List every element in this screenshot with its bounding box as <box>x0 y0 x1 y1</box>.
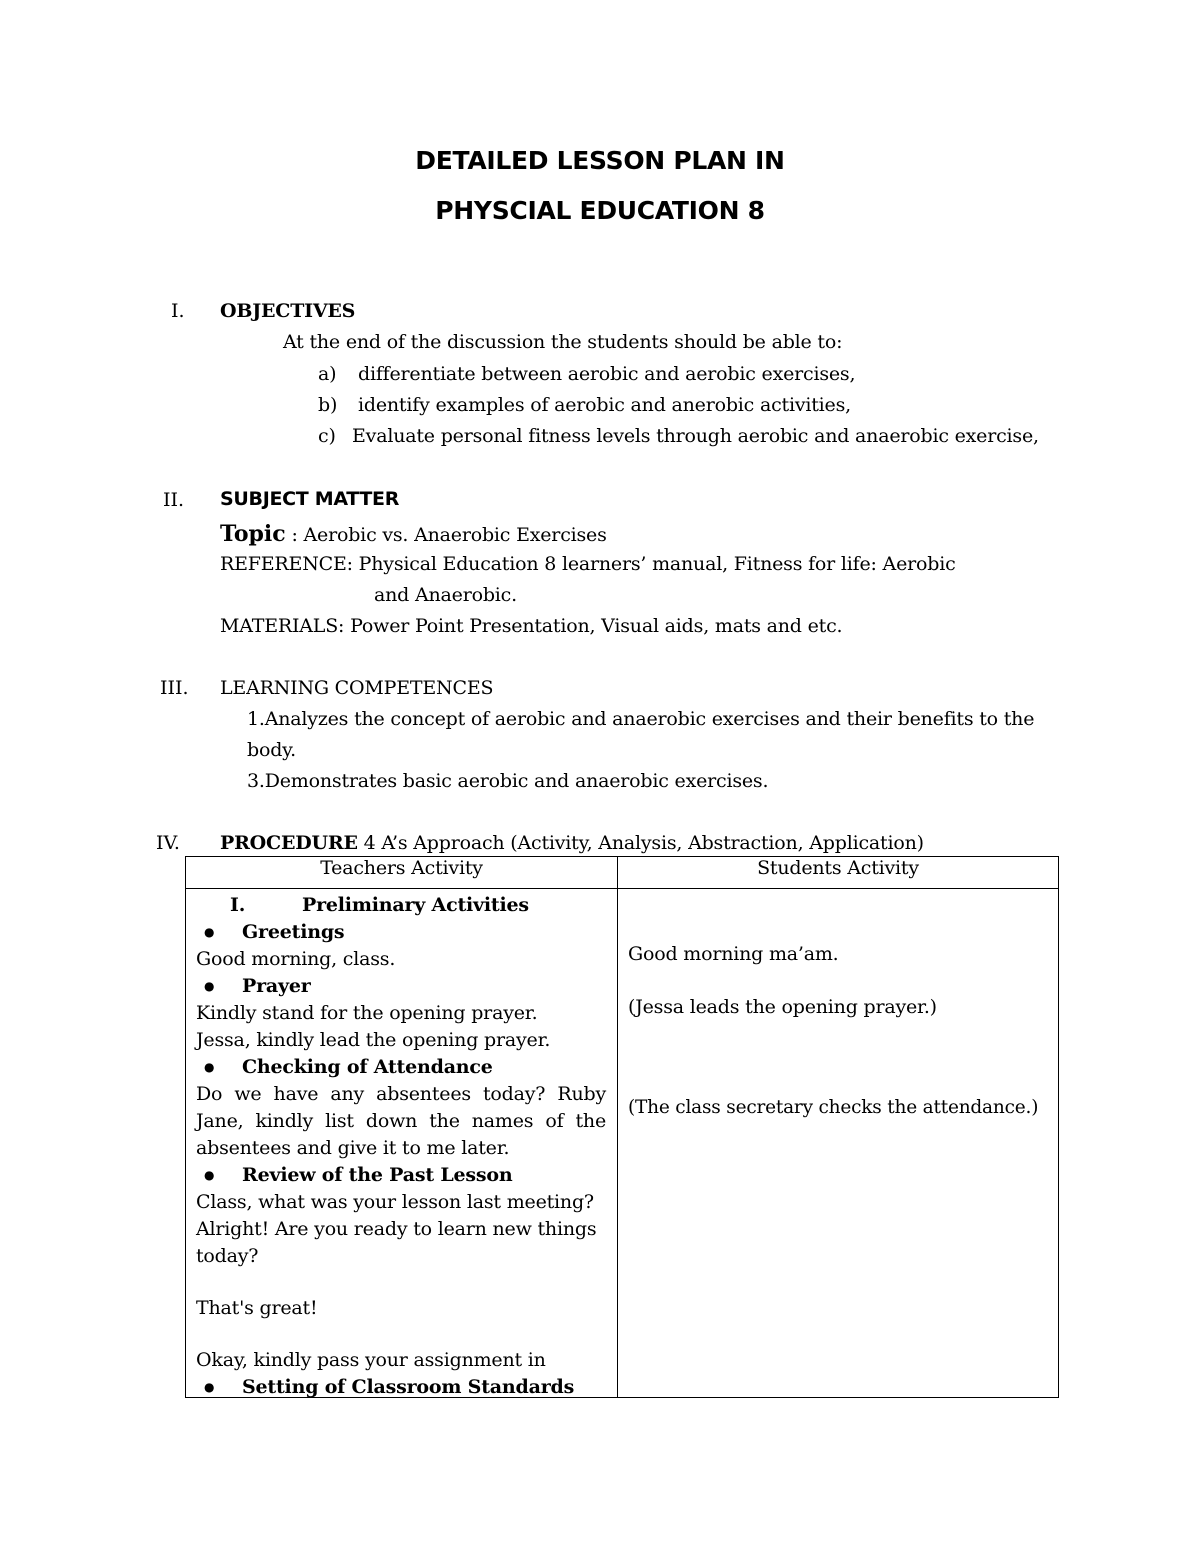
attendance-text-1: Do we have any absentees today? Ruby <box>196 1083 606 1105</box>
materials-label: MATERIALS: <box>220 615 345 637</box>
topic-value: : Aerobic vs. Anaerobic Exercises <box>285 524 607 546</box>
prayer-heading: Prayer <box>242 975 311 997</box>
document-title-line1: DETAILED LESSON PLAN IN <box>415 146 785 175</box>
reference-value: Physical Education 8 learners’ manual, Fitness for life: Aerobic <box>352 553 956 575</box>
greetings-heading: Greetings <box>242 921 345 943</box>
attendance-text-3: absentees and give it to me later. <box>196 1137 510 1159</box>
review-heading: Review of the Past Lesson <box>242 1164 513 1186</box>
procedure-numeral: IV. <box>156 832 180 854</box>
objectives-heading: OBJECTIVES <box>220 300 356 322</box>
preliminary-activities-title: Preliminary Activities <box>302 894 529 916</box>
reference-label: REFERENCE: <box>220 553 353 575</box>
objectives-numeral: I. <box>171 300 185 322</box>
bullet-icon: ● <box>204 1380 215 1394</box>
procedure-subtitle: 4 A’s Approach (Activity, Analysis, Abstraction, Application) <box>357 832 924 854</box>
great-text: That's great! <box>196 1297 318 1319</box>
document-title-line2: PHYSCIAL EDUCATION 8 <box>435 196 765 225</box>
objective-item-c: Evaluate personal fitness levels through aerobic and anaerobic exercise, <box>352 425 1039 447</box>
column-header-teachers-activity: Teachers Activity <box>186 857 618 889</box>
column-header-students-activity: Students Activity <box>618 857 1059 889</box>
prayer-text-2: Jessa, kindly lead the opening prayer. <box>196 1029 551 1051</box>
classroom-standards-heading: Setting of Classroom Standards <box>242 1376 575 1398</box>
competence-item-2: 3.Demonstrates basic aerobic and anaerobic exercises. <box>247 770 769 792</box>
topic-label: Topic <box>220 521 286 547</box>
students-activity-cell <box>618 889 1059 1398</box>
reference-line <box>220 553 956 575</box>
reference-continuation: and Anaerobic. <box>374 584 517 606</box>
objective-marker-c: c) <box>318 425 336 447</box>
competences-heading: LEARNING COMPETENCES <box>220 677 494 699</box>
bullet-icon: ● <box>204 1168 215 1182</box>
review-text-2: Alright! Are you ready to learn new things <box>196 1218 597 1240</box>
subject-matter-heading: SUBJECT MATTER <box>220 488 400 510</box>
procedure-heading: PROCEDURE <box>220 832 358 854</box>
greetings-text: Good morning, class. <box>196 948 396 970</box>
review-text-1: Class, what was your lesson last meeting? <box>196 1191 594 1213</box>
objectives-intro: At the end of the discussion the students should be able to: <box>283 331 843 353</box>
preliminary-numeral: I. <box>230 894 246 916</box>
procedure-table-header-row <box>186 857 1059 889</box>
procedure-table-row <box>186 889 1059 1398</box>
prayer-text-1: Kindly stand for the opening prayer. <box>196 1002 538 1024</box>
objective-marker-b: b) <box>318 394 338 416</box>
competence-item-1: 1.Analyzes the concept of aerobic and anaerobic exercises and their benefits to the <box>247 708 1035 730</box>
bullet-icon: ● <box>204 1060 215 1074</box>
materials-value: Power Point Presentation, Visual aids, mats and etc. <box>344 615 843 637</box>
student-attendance-reply: (The class secretary checks the attendance.) <box>628 1097 1039 1118</box>
procedure-table <box>185 856 1059 1398</box>
student-greeting-reply: Good morning ma’am. <box>628 943 839 965</box>
subject-matter-numeral: II. <box>163 489 185 511</box>
assignment-text: Okay, kindly pass your assignment in <box>196 1349 546 1371</box>
objective-item-a: differentiate between aerobic and aerobic exercises, <box>358 363 856 385</box>
topic-line <box>220 521 607 547</box>
materials-line <box>220 615 842 637</box>
objective-item-b: identify examples of aerobic and anerobic activities, <box>358 394 851 416</box>
bullet-icon: ● <box>204 979 215 993</box>
procedure-line <box>220 832 924 854</box>
student-prayer-reply: (Jessa leads the opening prayer.) <box>628 996 937 1018</box>
attendance-heading: Checking of Attendance <box>242 1056 493 1078</box>
competence-item-1-continuation: body. <box>247 739 297 761</box>
competences-numeral: III. <box>160 677 189 699</box>
teachers-activity-cell <box>186 889 618 1398</box>
objective-marker-a: a) <box>318 363 337 385</box>
bullet-icon: ● <box>204 925 215 939</box>
attendance-text-2: Jane, kindly list down the names of the <box>196 1110 606 1132</box>
review-text-3: today? <box>196 1245 259 1267</box>
